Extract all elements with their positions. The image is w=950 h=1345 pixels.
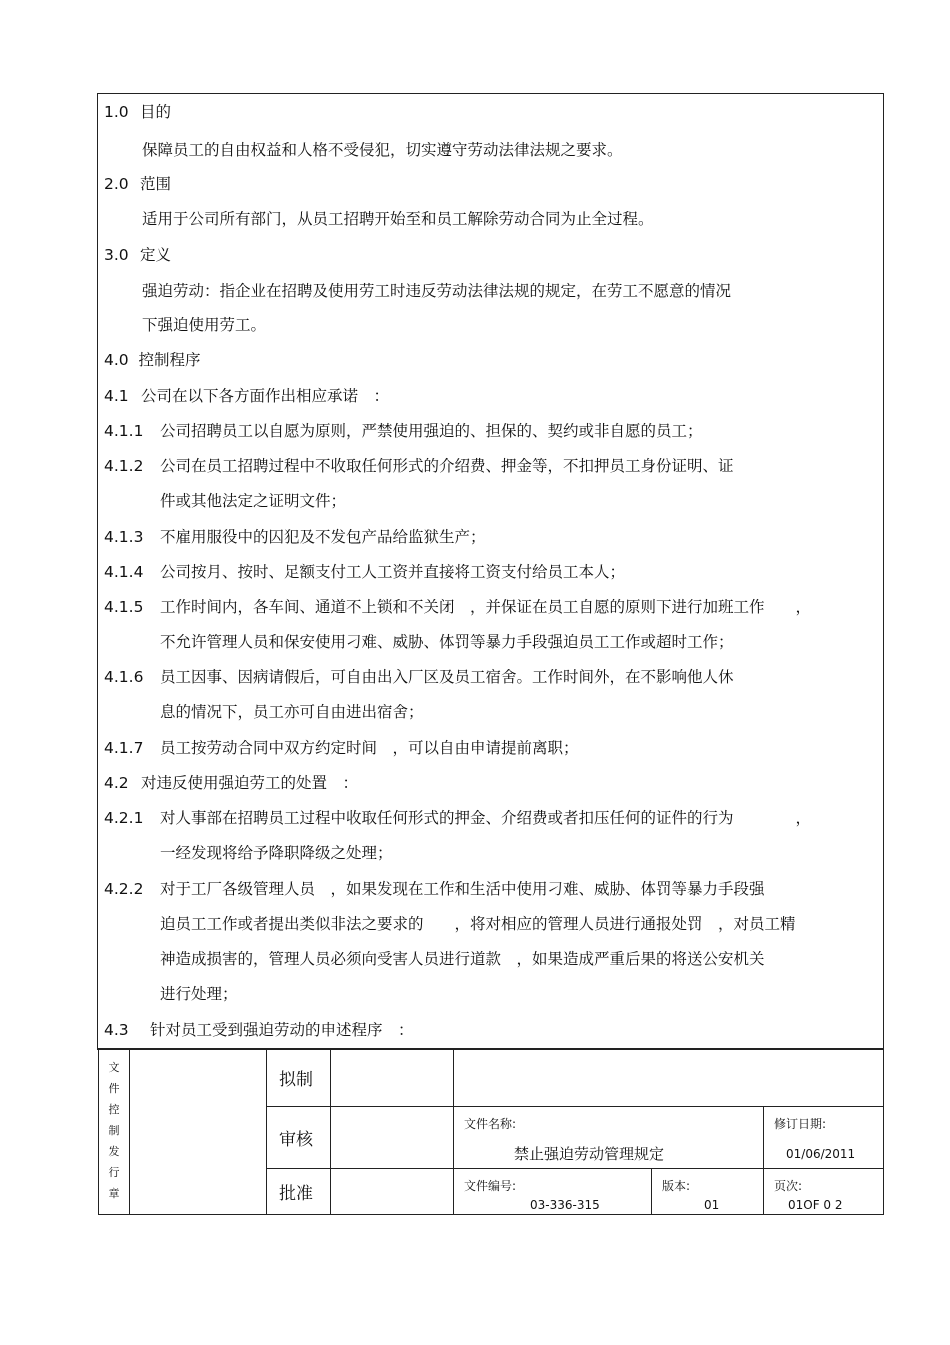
clause-number: 4.1.6 xyxy=(104,668,144,686)
clause-line: 4.1.7 员工按劳动合同中双方约定时间 ，可以自由申请提前离职； xyxy=(104,739,579,757)
revise-date-label: 修订日期: xyxy=(774,1117,827,1131)
doc-name-value: 禁止强迫劳动管理规定 xyxy=(514,1145,665,1163)
clause-number: 4.1.5 xyxy=(104,598,144,616)
clause-line: 4.1.5 工作时间内，各车间、通道不上锁和不关闭 ，并保证在员工自愿的原则下进行加班工作 ， xyxy=(104,598,812,616)
stamp-char: 文 xyxy=(108,1061,120,1074)
paragraph-line: 下强迫使用劳工。 xyxy=(142,316,267,334)
page-label: 页次: xyxy=(774,1179,803,1193)
clause-line: 4.3 针对员工受到强迫劳动的申述程序 ： xyxy=(104,1021,414,1039)
clause-number: 4.1.7 xyxy=(104,739,144,757)
doc-name-cell xyxy=(454,1107,764,1169)
paragraph-line: 一经发现将给予降职降级之处理； xyxy=(160,844,393,862)
doc-name-label: 文件名称: xyxy=(464,1117,517,1131)
section-heading: 4.0 控制程序 xyxy=(104,351,201,369)
approve-label: 批准 xyxy=(267,1169,331,1215)
clause-number: 4.1.2 xyxy=(104,457,144,475)
stamp-area xyxy=(130,1049,267,1215)
draft-label: 拟制 xyxy=(267,1049,331,1107)
stamp-char: 行 xyxy=(108,1166,120,1179)
section-heading: 2.0 范围 xyxy=(104,175,172,193)
clause-line: 4.2 对违反使用强迫劳工的处置 ： xyxy=(104,774,359,792)
review-signature xyxy=(331,1107,454,1169)
paragraph-line: 件或其他法定之证明文件； xyxy=(160,492,347,510)
review-label: 审核 xyxy=(267,1107,331,1169)
clause-number: 4.1 xyxy=(104,387,129,405)
clause-line: 4.1.3 不雇用服役中的囚犯及不发包产品给监狱生产； xyxy=(104,528,486,546)
paragraph-line: 保障员工的自由权益和人格不受侵犯，切实遵守劳动法律法规之要求。 xyxy=(142,141,623,159)
clause-number: 4.2 xyxy=(104,774,129,792)
clause-number: 4.1.1 xyxy=(104,422,144,440)
draft-signature xyxy=(331,1049,454,1107)
clause-number: 4.2.2 xyxy=(104,880,144,898)
clause-line: 4.1 公司在以下各方面作出相应承诺 ： xyxy=(104,387,390,405)
clause-line: 4.1.2 公司在员工招聘过程中不收取任何形式的介绍费、押金等，不扣押员工身份证明、证 xyxy=(104,457,734,475)
paragraph-line: 进行处理； xyxy=(160,985,238,1003)
clause-line: 4.1.1 公司招聘员工以自愿为原则，严禁使用强迫的、担保的、契约或非自愿的员工； xyxy=(104,422,703,440)
doc-no-label: 文件编号: xyxy=(464,1179,517,1193)
stamp-char: 发 xyxy=(108,1145,120,1158)
blank-cell xyxy=(454,1049,884,1107)
clause-number: 4.1.4 xyxy=(104,563,144,581)
document-control-table xyxy=(98,1048,884,1215)
revise-date-value: 01/06/2011 xyxy=(786,1147,856,1161)
approve-signature xyxy=(331,1169,454,1215)
revise-date-cell xyxy=(764,1107,884,1169)
clause-line: 4.1.4 公司按月、按时、足额支付工人工资并直接将工资支付给员工本人； xyxy=(104,563,626,581)
paragraph-line: 适用于公司所有部门，从员工招聘开始至和员工解除劳动合同为止全过程。 xyxy=(142,210,654,228)
paragraph-line: 不允许管理人员和保安使用刁难、威胁、体罚等暴力手段强迫员工工作或超时工作； xyxy=(160,633,734,651)
doc-no-cell xyxy=(454,1169,652,1215)
paragraph-line: 迫员工工作或者提出类似非法之要求的 ，将对相应的管理人员进行通报处罚 ，对员工精 xyxy=(160,915,796,933)
clause-line: 4.1.6 员工因事、因病请假后，可自由出入厂区及员工宿舍。工作时间外，在不影响他人休 xyxy=(104,668,734,686)
version-value: 01 xyxy=(704,1198,720,1212)
stamp-char: 章 xyxy=(108,1187,120,1200)
stamp-label-cell xyxy=(99,1049,130,1215)
section-heading: 3.0 定义 xyxy=(104,246,172,264)
clause-line: 4.2.1 对人事部在招聘员工过程中收取任何形式的押金、介绍费或者扣压任何的证件的行为 ， xyxy=(104,809,812,827)
stamp-char: 件 xyxy=(108,1082,120,1095)
clause-line: 4.2.2 对于工厂各级管理人员 ，如果发现在工作和生活中使用刁难、威胁、体罚等暴力手段强 xyxy=(104,880,765,898)
section-heading: 1.0 目的 xyxy=(104,103,172,121)
version-cell xyxy=(652,1169,764,1215)
stamp-char: 控 xyxy=(108,1103,120,1116)
paragraph-line: 息的情况下，员工亦可自由进出宿舍； xyxy=(160,703,424,721)
section-number: 2.0 xyxy=(104,175,129,193)
section-number: 3.0 xyxy=(104,246,129,264)
clause-number: 4.3 xyxy=(104,1021,129,1039)
paragraph-line: 神造成损害的，管理人员必须向受害人员进行道款 ，如果造成严重后果的将送公安机关 xyxy=(160,950,765,968)
section-number: 1.0 xyxy=(104,103,129,121)
version-label: 版本: xyxy=(662,1179,691,1193)
clause-number: 4.2.1 xyxy=(104,809,144,827)
page-cell xyxy=(764,1169,884,1215)
page-value: 01OF 0 2 xyxy=(788,1198,843,1212)
doc-no-value: 03-336-315 xyxy=(530,1198,600,1212)
stamp-char: 制 xyxy=(108,1124,120,1137)
clause-number: 4.1.3 xyxy=(104,528,144,546)
paragraph-line: 强迫劳动：指企业在招聘及使用劳工时违反劳动法律法规的规定，在劳工不愿意的情况 xyxy=(142,282,732,300)
